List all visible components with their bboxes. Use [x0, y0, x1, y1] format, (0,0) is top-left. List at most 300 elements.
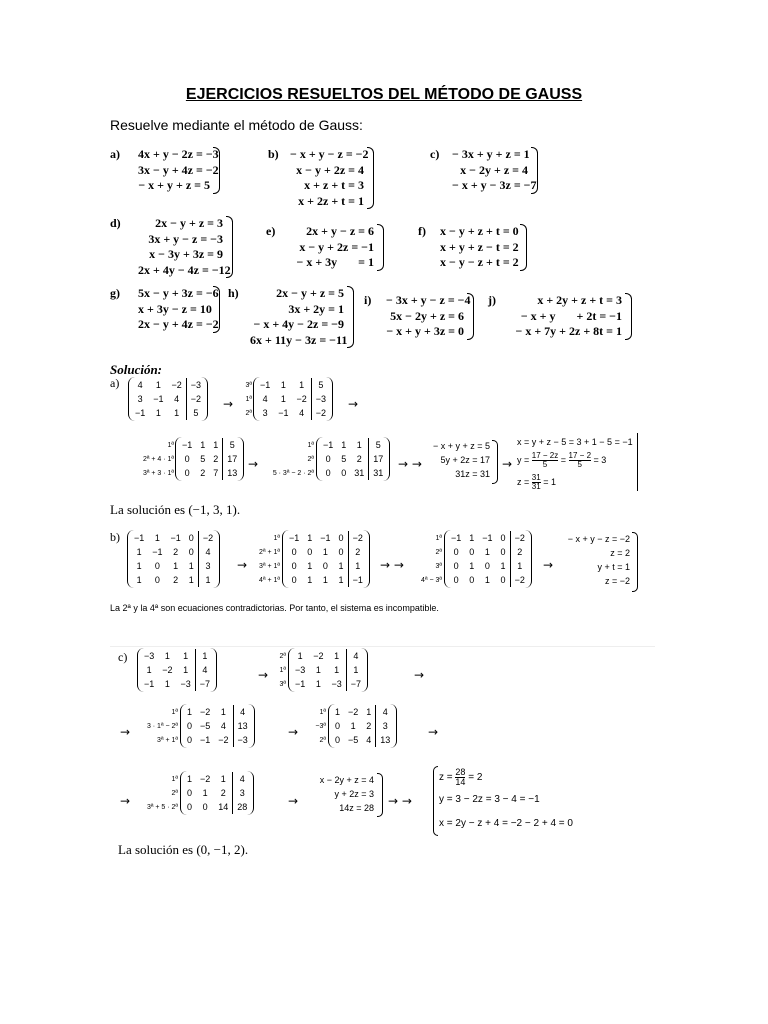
equation: x + 2y + z + t = 3	[537, 293, 622, 307]
matrix-cell: 0	[291, 575, 297, 585]
arrow: →	[288, 794, 299, 808]
matrix-cell: 1	[469, 561, 475, 571]
arrow: →	[248, 457, 259, 471]
row-operation: 1ª	[245, 396, 252, 403]
matrix-cell: 4	[220, 721, 226, 731]
sol-c-matrix-2	[288, 648, 368, 692]
brace	[531, 147, 538, 194]
matrix-cell: −3	[311, 392, 330, 406]
matrix-cell: 4	[366, 735, 372, 745]
matrix-cell: 1	[146, 665, 152, 675]
sol-a-z: z = $\frac{31}{31}$ = 1	[517, 473, 556, 491]
divider	[110, 646, 655, 647]
system-c	[430, 147, 537, 194]
matrix-cell: 0	[469, 575, 475, 585]
matrix-cell: 3	[137, 394, 143, 404]
matrix-cell: 13	[376, 733, 395, 747]
row-operation: 3ª	[435, 563, 442, 570]
sol-a-ops-2	[120, 439, 174, 481]
system-d	[110, 216, 231, 278]
sol-c-x: x = 2y − z + 4 = −2 − 2 + 4 = 0	[439, 818, 573, 829]
matrix-cell: 5	[200, 454, 206, 464]
arrow: →	[428, 725, 439, 739]
brace	[625, 293, 632, 340]
matrix-cell: 2	[366, 721, 372, 731]
matrix-cell: 28	[233, 800, 252, 814]
matrix-cell: 2	[200, 468, 206, 478]
matrix-cell: 1	[334, 651, 340, 661]
matrix-cell: 1	[188, 575, 194, 585]
matrix-cell: 1	[338, 561, 344, 571]
system-label: e)	[266, 224, 276, 238]
matrix-cell: 2	[348, 545, 367, 559]
equation: − x + 4y − 2z = −9	[253, 317, 344, 331]
matrix-cell: 14	[218, 802, 229, 812]
brace	[520, 224, 527, 271]
matrix-cell: −1	[278, 408, 289, 418]
matrix-cell: −2	[348, 531, 367, 545]
arrow: →	[502, 457, 513, 471]
matrix-cell: 1	[202, 788, 208, 798]
system-label: i)	[364, 293, 372, 307]
matrix-cell: 1	[346, 663, 365, 677]
system-j	[488, 293, 622, 340]
brace	[347, 286, 354, 348]
matrix-cell: 2	[356, 454, 362, 464]
matrix-cell: 1	[188, 561, 194, 571]
equation: 2x − y + z = 3	[155, 216, 223, 230]
equation: x + y + z − t = 2	[440, 239, 519, 254]
system-label: c)	[430, 147, 440, 161]
matrix-cell: 1	[350, 721, 356, 731]
matrix-cell: 1	[154, 533, 160, 543]
matrix-cell: 1	[155, 408, 161, 418]
matrix-cell: 0	[188, 547, 194, 557]
system-label: h)	[228, 286, 239, 300]
matrix-cell: 0	[500, 533, 506, 543]
solution-b-label: b)	[110, 530, 120, 544]
matrix-cell: 0	[335, 735, 341, 745]
equation: 3x − y + 4z = −2	[138, 162, 219, 177]
matrix-cell: 3	[376, 719, 395, 733]
matrix-cell: 0	[187, 735, 193, 745]
sol-c-matrix-5	[180, 771, 254, 815]
matrix-cell: 1	[280, 394, 286, 404]
arrow: →	[120, 725, 131, 739]
matrix-cell: 1	[366, 707, 372, 717]
matrix-cell: 1	[136, 547, 142, 557]
sol-c-ops-3	[302, 706, 326, 748]
matrix-cell: 1	[299, 380, 305, 390]
equation: − x + y + z = 5	[432, 441, 490, 451]
equation: x − 3y + 3z = 9	[149, 247, 223, 261]
equation: x − 2y + z = 4	[460, 162, 528, 177]
matrix-cell: 0	[500, 575, 506, 585]
matrix-cell: 0	[322, 561, 328, 571]
instructions: Resuelve mediante el método de Gauss:	[110, 117, 363, 133]
brace	[377, 773, 383, 817]
matrix-cell: 13	[233, 719, 252, 733]
matrix-cell: 1	[220, 707, 226, 717]
equation: 2x + 4y − 4z = −12	[138, 262, 231, 277]
matrix-cell: 3	[233, 786, 252, 800]
matrix-cell: 0	[469, 547, 475, 557]
row-operation: 3ª + 1ª	[259, 563, 280, 570]
row-operation: 2ª + 4 · 1ª	[142, 456, 174, 463]
sol-c-matrix-3	[180, 704, 255, 748]
arrow: →	[223, 397, 234, 411]
matrix-cell: 0	[187, 802, 193, 812]
sol-a-matrix-3	[175, 437, 244, 481]
equation: − x + y − 3z = −7	[452, 178, 537, 192]
arrow: →	[258, 668, 269, 682]
row-operation: 2ª + 1ª	[259, 549, 280, 556]
sol-a-matrix-4	[316, 437, 390, 481]
matrix-cell: 1	[322, 575, 328, 585]
matrix-cell: 4	[299, 408, 305, 418]
sol-a-matrix-1	[128, 377, 208, 421]
matrix-cell: −2	[171, 380, 182, 390]
matrix-cell: 0	[187, 788, 193, 798]
brace	[467, 293, 474, 340]
sol-c-matrix-1	[137, 648, 217, 692]
matrix-cell: 1	[183, 665, 189, 675]
system-i	[364, 293, 471, 340]
row-operation: 5 · 3ª − 2 · 2ª	[272, 470, 314, 477]
sol-b-matrix-1	[127, 530, 220, 588]
matrix-cell: 0	[184, 454, 190, 464]
matrix-cell: 0	[184, 468, 190, 478]
solution-c-label: c)	[118, 650, 128, 664]
brace	[433, 766, 438, 836]
matrix-cell: 1	[307, 533, 313, 543]
matrix-cell: 1	[356, 440, 362, 450]
matrix-cell: 0	[307, 547, 313, 557]
brace	[213, 147, 220, 194]
system-a	[110, 147, 219, 194]
sol-b-note: La 2ª y la 4ª son ecuaciones contradictorias. Por tanto, el sistema es incompatible.	[110, 603, 439, 613]
bracket	[637, 433, 639, 491]
row-operation: 3ª	[245, 382, 252, 389]
matrix-cell: 0	[291, 547, 297, 557]
row-operation: 1ª	[279, 667, 286, 674]
matrix-cell: 2	[173, 575, 179, 585]
matrix-cell: 0	[338, 547, 344, 557]
system-label: d)	[110, 216, 121, 230]
system-b	[268, 147, 369, 209]
matrix-cell: −2	[218, 735, 229, 745]
row-operation: 2ª	[279, 653, 286, 660]
matrix-cell: 1	[500, 561, 506, 571]
system-g	[110, 286, 219, 333]
brace	[213, 286, 220, 333]
row-operation: 2ª	[171, 790, 178, 797]
system-e	[266, 224, 374, 271]
equation: − x + y − z = −2	[290, 147, 369, 161]
brace	[367, 147, 374, 209]
matrix-cell: −2	[296, 394, 307, 404]
matrix-cell: −2	[510, 531, 529, 545]
sol-c-result: La solución es (0, −1, 2).	[118, 842, 249, 857]
matrix-cell: 0	[453, 547, 459, 557]
equation: 2x − y + 4z = −2	[138, 317, 219, 331]
equation: − x + y + z = 5	[138, 178, 210, 192]
matrix-cell: 1	[183, 651, 189, 661]
matrix-cell: 0	[335, 721, 341, 731]
matrix-cell: 0	[291, 561, 297, 571]
row-operation: 2ª	[435, 549, 442, 556]
arrow: →	[543, 558, 554, 572]
matrix-cell: 1	[348, 559, 367, 573]
equation: − x + 7y + 2z + 8t = 1	[515, 324, 622, 338]
equation: − x + y + 2t = −1	[520, 308, 622, 323]
matrix-cell: −3	[144, 651, 155, 661]
matrix-cell: 3	[262, 408, 268, 418]
arrow: →	[414, 668, 425, 682]
matrix-cell: 4	[262, 394, 268, 404]
matrix-cell: 5	[223, 438, 242, 452]
brace	[492, 440, 498, 484]
equation: 5x − y + 3z = −6	[138, 286, 219, 300]
sol-c-z: z = $\frac{28}{14}$ = 2	[439, 767, 483, 787]
matrix-cell: 1	[164, 679, 170, 689]
sol-c-matrix-4	[328, 704, 397, 748]
matrix-cell: 1	[187, 774, 193, 784]
row-operation: 2ª	[307, 456, 314, 463]
system-label: g)	[110, 286, 120, 300]
row-operation: 1ª	[171, 776, 178, 783]
matrix-cell: 1	[315, 665, 321, 675]
matrix-cell: −1	[451, 533, 462, 543]
equation: 2x + y − z = 6	[306, 224, 374, 238]
matrix-cell: −3	[186, 378, 205, 392]
row-operation: 1ª	[307, 442, 314, 449]
matrix-cell: 1	[335, 707, 341, 717]
sol-a-x: x = y + z − 5 = 3 + 1 − 5 = −1	[517, 437, 633, 447]
matrix-cell: −1	[289, 533, 300, 543]
matrix-cell: 2	[510, 545, 529, 559]
row-operation: 4ª − 3ª	[421, 577, 442, 584]
equation: 14z = 28	[339, 803, 374, 813]
matrix-cell: 5	[186, 406, 205, 420]
equation: x − y + 2z = −1	[299, 239, 374, 254]
matrix-cell: 0	[341, 468, 347, 478]
matrix-cell: −1	[295, 679, 306, 689]
matrix-cell: 1	[220, 774, 226, 784]
system-label: a)	[110, 147, 120, 161]
row-operation: 2ª	[245, 410, 252, 417]
equation: 3x + 2y = 1	[288, 301, 344, 316]
row-operation: −3ª	[315, 723, 326, 730]
matrix-cell: 0	[325, 454, 331, 464]
matrix-cell: −1	[482, 533, 493, 543]
matrix-cell: −1	[320, 533, 331, 543]
matrix-cell: −1	[135, 408, 146, 418]
matrix-cell: −2	[200, 707, 211, 717]
equation: x + z + t = 3	[304, 178, 364, 192]
matrix-cell: −3	[331, 679, 342, 689]
equation: x + 3y − z = 10	[138, 301, 212, 316]
matrix-cell: 4	[233, 772, 252, 786]
row-operation: 4ª + 1ª	[259, 577, 280, 584]
matrix-cell: 2	[220, 788, 226, 798]
matrix-cell: 4	[137, 380, 143, 390]
matrix-cell: 4	[233, 705, 252, 719]
matrix-cell: 4	[376, 705, 395, 719]
arrow: →	[120, 794, 131, 808]
matrix-cell: 1	[484, 575, 490, 585]
matrix-cell: −1	[348, 573, 367, 587]
equation: y + t = 1	[597, 562, 630, 572]
matrix-cell: 1	[200, 440, 206, 450]
matrix-cell: 1	[307, 561, 313, 571]
matrix-cell: 31	[354, 468, 365, 478]
sol-a-equations	[418, 439, 490, 481]
row-operation: 3ª + 1ª	[157, 737, 178, 744]
matrix-cell: 0	[188, 533, 194, 543]
row-operation: 1ª	[171, 709, 178, 716]
matrix-cell: −2	[162, 665, 173, 675]
equation: x − y − z + t = 2	[440, 255, 519, 269]
row-operation: 2ª	[319, 737, 326, 744]
matrix-cell: −1	[323, 440, 334, 450]
system-h	[228, 286, 348, 348]
matrix-cell: 1	[341, 440, 347, 450]
arrow: →	[348, 397, 359, 411]
matrix-cell: 1	[136, 575, 142, 585]
matrix-cell: 0	[338, 533, 344, 543]
matrix-cell: 0	[187, 721, 193, 731]
matrix-cell: −2	[198, 531, 217, 545]
matrix-cell: 1	[155, 380, 161, 390]
matrix-cell: 1	[338, 575, 344, 585]
brace	[377, 224, 384, 271]
matrix-cell: 0	[500, 547, 506, 557]
matrix-cell: 1	[484, 547, 490, 557]
equation: x − y + 2z = 4	[296, 162, 364, 177]
arrow: →	[237, 558, 248, 572]
double-arrow: → →	[398, 457, 422, 471]
equation: y + 2z = 3	[334, 789, 374, 799]
page-title: EJERCICIOS RESUELTOS DEL MÉTODO DE GAUSS	[185, 86, 583, 103]
equation: 5x − 2y + z = 6	[390, 308, 464, 323]
matrix-cell: 1	[322, 547, 328, 557]
matrix-cell: 1	[198, 573, 217, 587]
matrix-cell: 1	[174, 408, 180, 418]
row-operation: 1ª	[273, 535, 280, 542]
matrix-cell: −1	[144, 679, 155, 689]
equation: 2x − y + z = 5	[276, 286, 344, 300]
matrix-cell: −1	[134, 533, 145, 543]
equation: − x + y + 3z = 0	[386, 324, 464, 338]
sol-b-ops-1	[250, 532, 280, 588]
equation: 4x + y − 2z = −3	[138, 147, 219, 161]
solution-a-label: a)	[110, 376, 120, 390]
matrix-cell: 7	[213, 468, 219, 478]
matrix-cell: 2	[173, 547, 179, 557]
matrix-cell: 1	[164, 651, 170, 661]
sol-a-ops-3	[262, 439, 314, 481]
matrix-cell: −3	[233, 733, 252, 747]
sol-b-equations	[558, 532, 630, 588]
matrix-cell: 0	[154, 561, 160, 571]
brace	[632, 532, 638, 592]
matrix-cell: 0	[453, 561, 459, 571]
equation: − x + 3y = 1	[296, 255, 374, 269]
matrix-cell: 17	[223, 452, 242, 466]
matrix-cell: −7	[346, 677, 365, 691]
equation: x + 2z + t = 1	[298, 193, 364, 208]
system-f	[418, 224, 519, 271]
matrix-cell: 5	[311, 378, 330, 392]
matrix-cell: −1	[153, 394, 164, 404]
equation: 6x + 11y − 3z = −11	[250, 332, 348, 347]
row-operation: 3 · 1ª − 2ª	[146, 723, 178, 730]
solution-heading: Solución:	[110, 362, 163, 377]
matrix-cell: −2	[313, 651, 324, 661]
double-arrow: → →	[380, 558, 404, 572]
matrix-cell: 1	[173, 561, 179, 571]
matrix-cell: 4	[195, 663, 214, 677]
matrix-cell: 0	[325, 468, 331, 478]
sol-a-matrix-2	[253, 377, 333, 421]
matrix-cell: −1	[200, 735, 211, 745]
matrix-cell: 17	[369, 452, 388, 466]
matrix-cell: 5	[369, 438, 388, 452]
equation: − 3x + y + z = 1	[452, 147, 530, 161]
matrix-cell: 0	[453, 575, 459, 585]
brace	[226, 216, 233, 278]
matrix-cell: 31	[369, 466, 388, 480]
equation: 31z = 31	[455, 469, 490, 479]
equation: x − y + z + t = 0	[440, 224, 519, 238]
sol-c-y: y = 3 − 2z = 3 − 4 = −1	[439, 794, 540, 805]
sol-c-equations	[302, 773, 374, 815]
matrix-cell: 1	[297, 651, 303, 661]
matrix-cell: 4	[174, 394, 180, 404]
row-operation: 3ª + 3 · 1ª	[142, 470, 174, 477]
matrix-cell: 1	[334, 665, 340, 675]
matrix-cell: −1	[260, 380, 271, 390]
matrix-cell: 5	[341, 454, 347, 464]
matrix-cell: −1	[152, 547, 163, 557]
sol-b-matrix-3	[444, 530, 532, 588]
matrix-cell: 0	[484, 561, 490, 571]
matrix-cell: −5	[200, 721, 211, 731]
matrix-cell: −3	[295, 665, 306, 675]
matrix-cell: −7	[195, 677, 214, 691]
matrix-cell: 3	[198, 559, 217, 573]
equation: x − 2y + z = 4	[319, 775, 374, 785]
matrix-cell: −1	[170, 533, 181, 543]
matrix-cell: 1	[195, 649, 214, 663]
matrix-cell: 0	[202, 802, 208, 812]
matrix-cell: −3	[180, 679, 191, 689]
equation: − 3x + y − z = −4	[386, 293, 471, 307]
matrix-cell: 1	[469, 533, 475, 543]
matrix-cell: 1	[280, 380, 286, 390]
matrix-cell: 1	[315, 679, 321, 689]
equation: 5y + 2z = 17	[440, 455, 490, 465]
sol-a-y: y = $\frac{17 - 2z}{5}$ = $\frac{17 - 2}{5}$ = 3	[517, 451, 607, 469]
sol-a-result: La solución es (−1, 3, 1).	[110, 502, 241, 517]
matrix-cell: 4	[198, 545, 217, 559]
sol-a-ops-1	[238, 379, 252, 421]
sol-c-ops-1	[272, 650, 286, 692]
sol-b-ops-2	[410, 532, 442, 588]
system-label: b)	[268, 147, 279, 161]
matrix-cell: 0	[154, 575, 160, 585]
